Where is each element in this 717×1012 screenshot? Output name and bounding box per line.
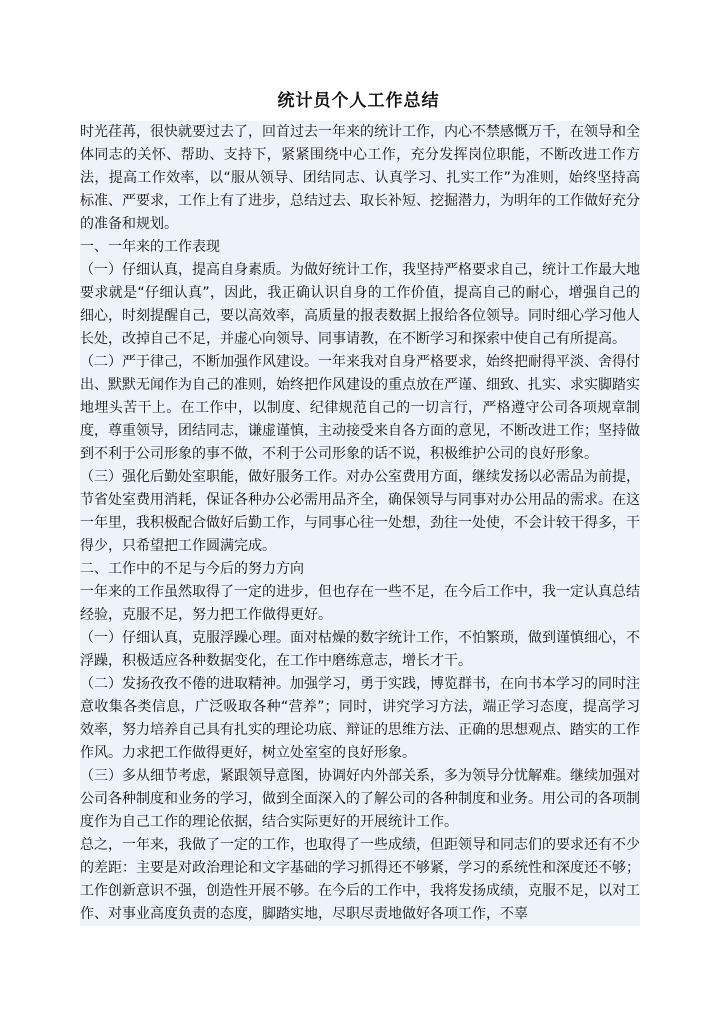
paragraph-1-3: （三）强化后勤处室职能，做好服务工作。对办公室费用方面，继续发扬以必需品为前提，节省处室费用消耗，保证各种办公必需用品齐全，确保领导与同事对办公用品的需求。在这一年里，我积极配合做好后勤工作，与同事心往一处想，劲往一处使，不会计较干得多，干得少，只希望把工作圆满完成。	[80, 466, 640, 558]
paragraph-2-intro: 一年来的工作虽然取得了一定的进步，但也存在一些不足，在今后工作中，我一定认真总结经验，克服不足，努力把工作做得更好。	[80, 581, 640, 627]
paragraph-conclusion: 总之，一年来，我做了一定的工作，也取得了一些成绩，但距领导和同志们的要求还有不少的差距：主要是对政治理论和文字基础的学习抓得还不够紧，学习的系统性和深度还不够；工作创新意识不强，创造性开展不够。在今后的工作中，我将发扬成绩，克服不足，以对工作、对事业高度负责的态度，脚踏实地，尽职尽责地做好各项工作，不辜	[80, 834, 640, 926]
paragraph-1-2: （二）严于律己，不断加强作风建设。一年来我对自身严格要求，始终把耐得平淡、舍得付出、默默无闻作为自己的准则，始终把作风建设的重点放在严谨、细致、扎实、求实脚踏实地埋头苦干上。在工作中，以制度、纪律规范自己的一切言行，严格遵守公司各项规章制度，尊重领导，团结同志，谦虚谨慎，主动接受来自各方面的意见，不断改进工作；坚持做到不利于公司形象的事不做，不利于公司形象的话不说，积极维护公司的良好形象。	[80, 351, 640, 466]
section-heading-1: 一、一年来的工作表现	[80, 236, 640, 259]
paragraph-2-1: （一）仔细认真，克服浮躁心理。面对枯燥的数字统计工作，不怕繁琐，做到谨慎细心，不浮躁，积极适应各种数据变化，在工作中磨练意志，增长才干。	[80, 627, 640, 673]
document-body	[80, 121, 640, 926]
paragraph-2-2: （二）发扬孜孜不倦的进取精神。加强学习，勇于实践，博览群书，在向书本学习的同时注意收集各类信息，广泛吸取各种“营养”；同时，讲究学习方法，端正学习态度，提高学习效率，努力培养自己具有扎实的理论功底、辩证的思维方法、正确的思想观点、踏实的工作作风。力求把工作做得更好，树立处室室的良好形象。	[80, 673, 640, 765]
paragraph-1-1: （一）仔细认真，提高自身素质。为做好统计工作，我坚持严格要求自己，统计工作最大地要求就是“仔细认真”，因此，我正确认识自身的工作价值，提高自己的耐心，增强自己的细心，时刻提醒自己，要以高效率，高质量的报表数据上报给各位领导。同时细心学习他人长处，改掉自己不足，并虚心向领导、同事请教，在不断学习和探索中使自己有所提高。	[80, 259, 640, 351]
document-title: 统计员个人工作总结	[277, 91, 440, 111]
section-heading-2: 二、工作中的不足与今后的努力方向	[80, 558, 640, 581]
paragraph-2-3: （三）多从细节考虑，紧跟领导意图，协调好内外部关系，多为领导分忧解难。继续加强对公司各种制度和业务的学习，做到全面深入的了解公司的各种制度和业务。用公司的各项制度作为自己工作的理论依据，结合实际更好的开展统计工作。	[80, 765, 640, 834]
paragraph-intro: 时光荏苒，很快就要过去了，回首过去一年来的统计工作，内心不禁感慨万千，在领导和全体同志的关怀、帮助、支持下，紧紧围绕中心工作，充分发挥岗位职能，不断改进工作方法，提高工作效率，以“服从领导、团结同志、认真学习、扎实工作”为准则，始终坚持高标准、严要求，工作上有了进步，总结过去、取长补短、挖掘潜力，为明年的工作做好充分的准备和规划。	[80, 121, 640, 236]
